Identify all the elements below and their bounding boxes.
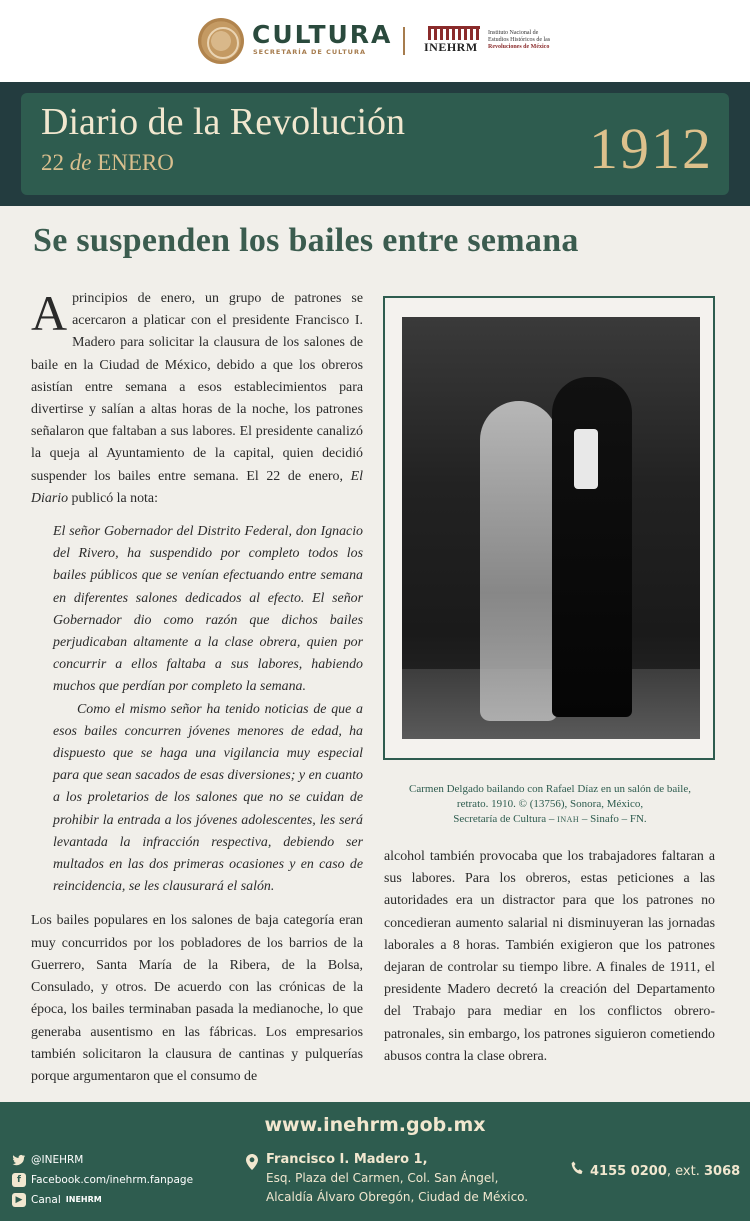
article-paragraph-2: Los bailes populares en los salones de baja categoría eran muy concurridos por los pobladores de los barrios de la Guerrero, Santa María de la Ribera, de la Bolsa, Consulado, y otros. De acuerdo con las crónicas de la época, los bailes terminaban pasada la medianoche, lo que generaba ausentismo en las fábricas. Los empresarios también solicitaron la clausura de cantinas y pulquerías porque argumentaron que el consumo de: [31, 913, 363, 1084]
photo-frame: [383, 296, 715, 760]
caption-line-3b: – Sinafo – FN.: [579, 813, 647, 825]
intro-text: principios de enero, un grupo de patrones se acercaron a platicar con el presidente Francisco I. Madero para solicitar la clausura de los salones de baile en la Ciudad de México, debido a que los obreros asistían entre semana a esos establecimientos para divertirse y salían a altas horas de la noche, los patrones señalaron que faltaban a sus labores. El presidente canalizó la queja al Ayuntamiento de la capital, quien decidió suspender los bailes entre semana. El 22 de enero,: [31, 291, 363, 484]
inehrm-building-icon: [428, 26, 480, 40]
footer: [0, 1102, 750, 1221]
social-facebook[interactable]: [12, 1170, 193, 1190]
drop-cap: A: [31, 285, 68, 341]
dancers-photo: [402, 317, 700, 739]
caption-line-1: Carmen Delgado bailando con Rafael Díaz en un salón de baile,: [409, 783, 691, 795]
cultura-logo: CULTURA: [252, 20, 393, 49]
address-line-2: Esq. Plaza del Carmen, Col. San Ángel,: [266, 1171, 499, 1185]
address-street: Francisco I. Madero 1,: [266, 1152, 428, 1167]
intro-italic: El Diario: [31, 468, 363, 506]
publication-year: 1912: [589, 116, 713, 181]
phone-icon: [570, 1161, 584, 1175]
header-banner-panel: [21, 93, 729, 195]
quote-paragraph-1: El señor Gobernador del Distrito Federal, don Ignacio del Rivero, ha suspendido por completo todos los bailes públicos que se venían efectuando entre semana en diferentes salones dedicados al efecto. El señor Gobernador dio como razón que dichos bailes perjudicaban altamente a la clase obrera, quien por concurrir a ellos faltaba a sus labores, habiendo muchos que perdían por completo la semana.: [53, 524, 363, 695]
photo-shirt: [574, 429, 598, 489]
inehrm-logo: [424, 26, 484, 54]
article-headline: Se suspenden los bailes entre semana: [33, 222, 579, 259]
social-twitter[interactable]: [12, 1150, 193, 1170]
social-links: [12, 1150, 193, 1210]
address: [266, 1150, 528, 1207]
header-banner: [0, 82, 750, 206]
date-day: 22: [41, 150, 64, 175]
publication-title: Diario de la Revolución: [41, 101, 406, 143]
inehrm-desc-line2: Estudios Históricos de las: [488, 37, 551, 43]
inehrm-desc-line1: Instituto Nacional de: [488, 30, 539, 36]
photo-caption: [386, 782, 714, 827]
website-link[interactable]: www.inehrm.gob.mx: [264, 1114, 486, 1136]
twitter-icon: [12, 1153, 26, 1167]
facebook-url: Facebook.com/inehrm.fanpage: [31, 1174, 194, 1186]
facebook-icon: f: [12, 1173, 26, 1187]
mexico-seal-icon: [198, 18, 244, 64]
intro-end: publicó la nota:: [68, 490, 158, 506]
inehrm-description: [488, 30, 568, 51]
youtube-icon: ▶: [12, 1193, 26, 1207]
phone-ext: 3068: [704, 1164, 741, 1179]
article-left-column: [31, 285, 363, 1088]
top-logo-bar: [0, 0, 750, 82]
phone-contact[interactable]: [570, 1161, 740, 1179]
address-line-3: Alcaldía Álvaro Obregón, Ciudad de México.: [266, 1190, 529, 1204]
phone-number: 4155 0200: [590, 1164, 667, 1179]
caption-inah: INAH: [557, 815, 580, 824]
social-youtube[interactable]: [12, 1190, 193, 1210]
caption-line-3a: Secretaría de Cultura –: [453, 813, 558, 825]
quote-paragraph-2: Como el mismo señor ha tenido noticias de que a esos bailes concurren jóvenes menores de edad, ha dispuesto que se haga una vigilancia muy especial para que sean sacados de esas diversiones; y en cuanto a los proletarios de los salones que no se cuidan de prohibir la entrada a los jóvenes adolescentes, les será levantada la infracción respectiva, debiendo ser multados en las dos primeras ocasiones y en caso de reincidencia, se les clausurará el salón.: [53, 701, 363, 895]
map-pin-icon: [246, 1154, 258, 1170]
youtube-label: Canal: [31, 1194, 61, 1206]
logo-divider: [403, 27, 405, 55]
twitter-handle: @INEHRM: [31, 1154, 84, 1166]
inehrm-wordmark: INEHRM: [424, 40, 478, 54]
photo-man-figure: [552, 377, 632, 717]
article-right-column: alcohol también provocaba que los trabajadores faltaran a sus labores. Para los obreros, estas peticiones a las autoridades era un distractor para que los patrones no concedieran aumento salarial ni disminuyeran las jornadas laborales a 8 horas. También exigieron que los patrones dejaran de controlar su tiempo libre. A finales de 1911, el presidente Madero decretó la creación del Departamento del Trabajo para mediar en los conflictos obrero-patronales, sin embargo, los patrones siguieron cometiendo abusos contra la clase obrera.: [384, 849, 715, 1064]
caption-line-2: retrato. 1910. © (13756), Sonora, México,: [456, 798, 644, 810]
date-de: de: [69, 150, 92, 175]
caption-line-3: [386, 812, 714, 827]
phone-ext-label: , ext.: [666, 1164, 700, 1179]
photo-woman-figure: [480, 401, 558, 721]
article-intro: [31, 285, 363, 510]
inehrm-desc-line3: Revoluciones de México: [488, 44, 550, 50]
cultura-subtitle: SECRETARÍA DE CULTURA: [253, 48, 366, 56]
publication-date: [41, 150, 174, 176]
youtube-channel: INEHRM: [65, 1195, 102, 1204]
date-month: ENERO: [97, 150, 174, 175]
